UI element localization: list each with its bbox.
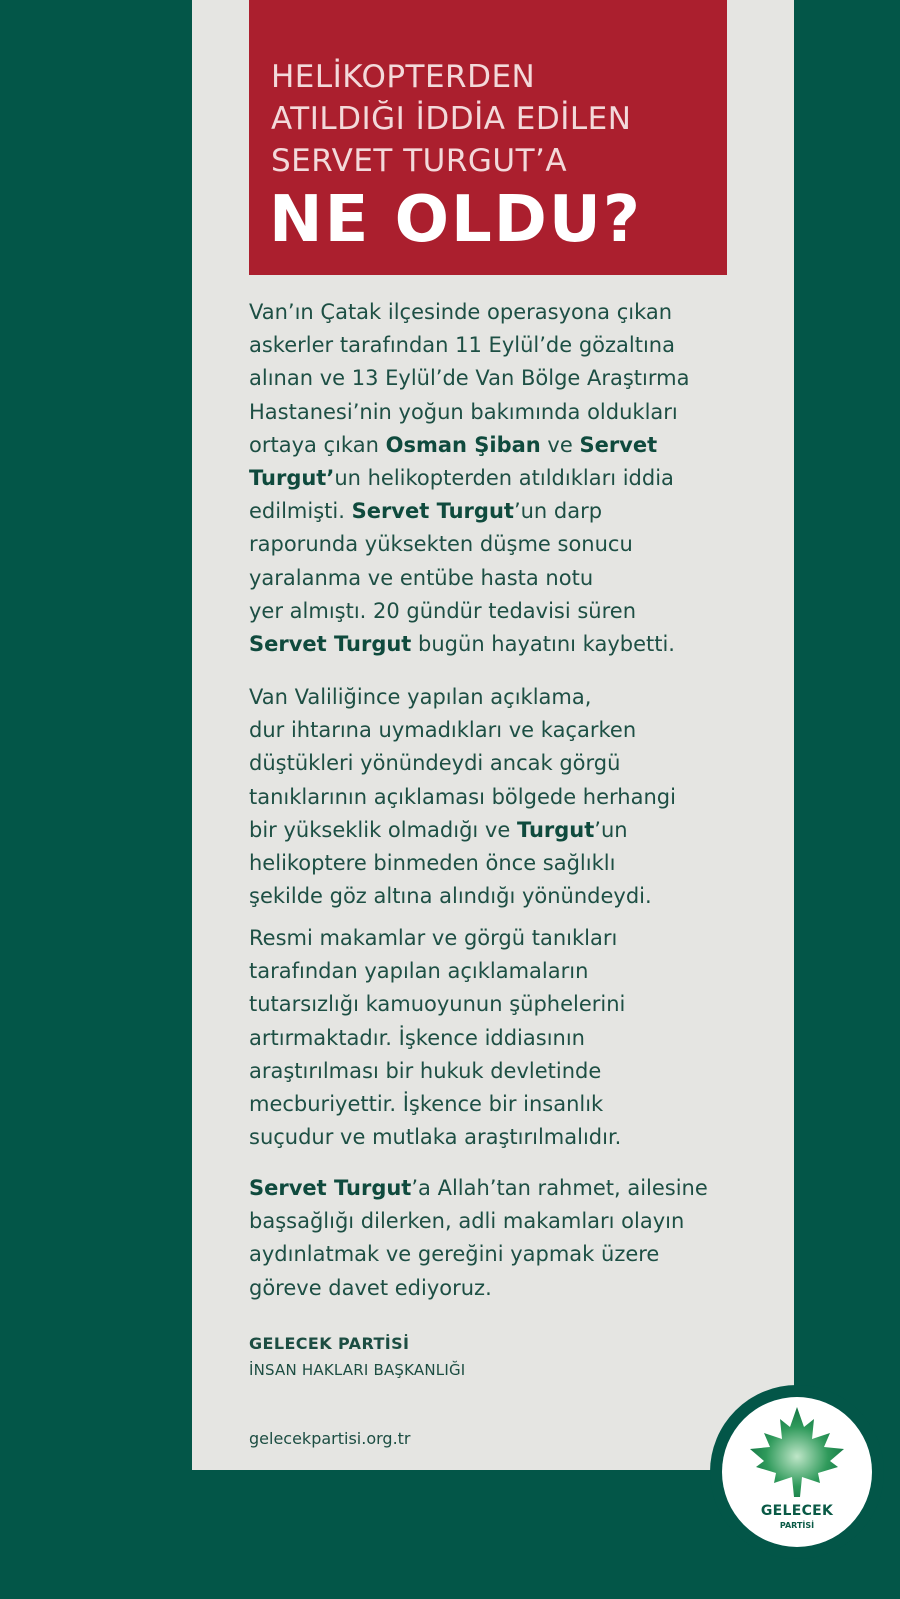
- headline-question: NE OLDU?: [269, 183, 642, 257]
- text-line: mecburiyettir. İşkence bir insanlık: [249, 1092, 604, 1117]
- text-line: başsağlığı dilerken, adli makamları olayın: [249, 1209, 685, 1234]
- text-line: suçudur ve mutlaka araştırılmalıdır.: [249, 1125, 622, 1150]
- headline-line-1: HELİKOPTERDEN: [271, 59, 536, 95]
- paragraph-4: [249, 1172, 739, 1305]
- text-line: şekilde göz altına alındığı yönündeydi.: [249, 884, 652, 909]
- paragraph-2: [249, 681, 739, 913]
- text-line: göreve davet ediyoruz.: [249, 1275, 492, 1300]
- maple-leaf-icon: [722, 1397, 872, 1507]
- headline-line-2: ATILDIĞI İDDİA EDİLEN: [271, 101, 632, 137]
- paragraph-3: [249, 922, 739, 1154]
- text-line: bir yükseklik olmadığı ve Turgut’un: [249, 817, 628, 842]
- headline-box: [249, 0, 727, 275]
- signature-org: GELECEK PARTİSİ: [249, 1334, 410, 1353]
- text-line: Servet Turgut’a Allah’tan rahmet, ailesine: [249, 1176, 708, 1200]
- text-line: tarafından yapılan açıklamaların: [249, 959, 589, 984]
- headline-line-3: SERVET TURGUT’A: [271, 143, 568, 179]
- text-line: tanıklarının açıklaması bölgede herhangi: [249, 784, 676, 809]
- logo-sub: PARTİSİ: [779, 1521, 815, 1530]
- paragraph-1: [249, 296, 739, 661]
- text-line: ortaya çıkan Osman Şiban ve Servet: [249, 432, 658, 457]
- logo-name: GELECEK: [760, 1503, 834, 1519]
- text-line: raporunda yüksekten düşme sonucu: [249, 532, 633, 557]
- text-line: Hastanesi’nin yoğun bakımında oldukları: [249, 399, 678, 424]
- text-line: alınan ve 13 Eylül’de Van Bölge Araştırma: [249, 366, 690, 391]
- text-line: Turgut’un helikopterden atıldıkları iddia: [249, 466, 674, 491]
- text-line: aydınlatmak ve gereğini yapmak üzere: [249, 1242, 660, 1267]
- website-link[interactable]: gelecekpartisi.org.tr: [249, 1429, 411, 1448]
- text-line: tutarsızlığı kamuoyunun şüphelerini: [249, 992, 626, 1017]
- text-line: edilmişti. Servet Turgut’un darp: [249, 499, 603, 524]
- text-line: yer almıştı. 20 gündür tedavisi süren: [249, 598, 637, 623]
- text-line: Van Valiliğince yapılan açıklama,: [249, 685, 592, 709]
- text-line: helikoptere binmeden önce sağlıklı: [249, 851, 616, 876]
- text-line: yaralanma ve entübe hasta notu: [249, 565, 594, 590]
- text-line: Servet Turgut bugün hayatını kaybetti.: [249, 632, 675, 657]
- signature-dept: İNSAN HAKLARI BAŞKANLIĞI: [249, 1361, 466, 1379]
- text-line: araştırılması bir hukuk devletinde: [249, 1058, 602, 1083]
- text-line: askerler tarafından 11 Eylül’de gözaltına: [249, 333, 675, 358]
- text-line: Van’ın Çatak ilçesinde operasyona çıkan: [249, 300, 673, 324]
- party-logo: [722, 1397, 872, 1547]
- text-line: artırmaktadır. İşkence iddiasının: [249, 1025, 585, 1050]
- text-line: Resmi makamlar ve görgü tanıkları: [249, 926, 618, 950]
- text-line: dur ihtarına uymadıkları ve kaçarken: [249, 718, 637, 743]
- text-line: düştükleri yönündeydi ancak görgü: [249, 751, 621, 776]
